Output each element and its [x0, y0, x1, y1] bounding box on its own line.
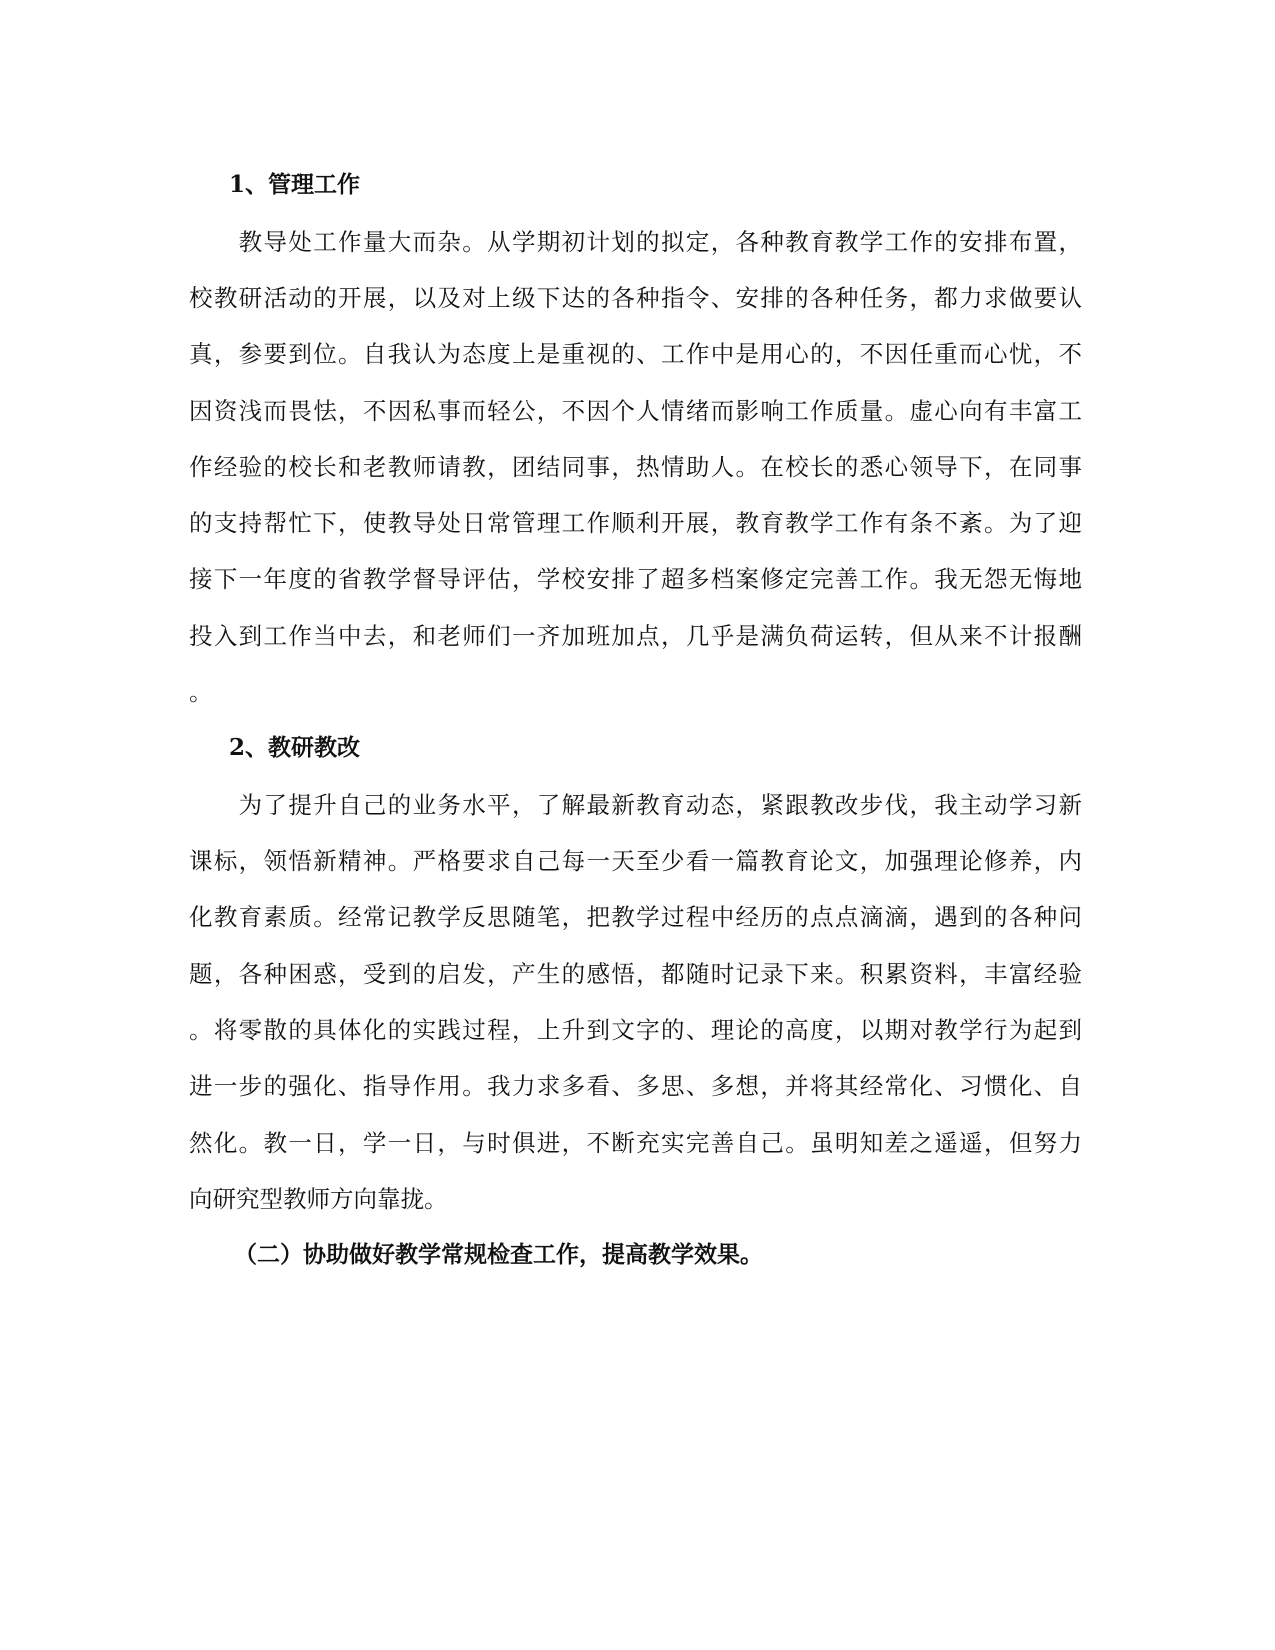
paragraph-line: 化教育素质。经常记教学反思随笔，把教学过程中经历的点点滴滴，遇到的各种问: [189, 903, 1082, 931]
paragraph-line: 作经验的校长和老教师请教，团结同事，热情助人。在校长的悉心领导下，在同事: [189, 453, 1082, 481]
paragraph-line: 。: [189, 678, 213, 706]
paragraph-line: 题，各种困惑，受到的启发，产生的感悟，都随时记录下来。积累资料，丰富经验: [189, 960, 1082, 988]
paragraph-line: 为了提升自己的业务水平，了解最新教育动态，紧跟教改步伐，我主动学习新: [189, 791, 1082, 819]
paragraph-line: 校教研活动的开展，以及对上级下达的各种指令、安排的各种任务，都力求做要认: [189, 284, 1082, 312]
paragraph-line: 课标，领悟新精神。严格要求自己每一天至少看一篇教育论文，加强理论修养，内: [189, 847, 1082, 875]
section-heading-inspection: （二）协助做好教学常规检查工作，提高教学效果。: [234, 1241, 763, 1268]
paragraph-line: 投入到工作当中去，和老师们一齐加班加点，几乎是满负荷运转，但从来不计报酬: [189, 622, 1082, 650]
paragraph-line: 向研究型教师方向靠拢。: [189, 1185, 448, 1213]
section-heading-management: 1、管理工作: [229, 171, 361, 198]
paragraph-line: 。将零散的具体化的实践过程，上升到文字的、理论的高度，以期对教学行为起到: [189, 1016, 1082, 1044]
paragraph-line: 进一步的强化、指导作用。我力求多看、多思、多想，并将其经常化、习惯化、自: [189, 1072, 1082, 1100]
paragraph-line: 因资浅而畏怯，不因私事而轻公，不因个人情绪而影响工作质量。虚心向有丰富工: [189, 397, 1082, 425]
paragraph-line: 的支持帮忙下，使教导处日常管理工作顺利开展，教育教学工作有条不紊。为了迎: [189, 509, 1082, 537]
paragraph-line: 教导处工作量大而杂。从学期初计划的拟定，各种教育教学工作的安排布置，: [189, 228, 1082, 256]
section-heading-research: 2、教研教改: [229, 734, 361, 761]
paragraph-line: 真，参要到位。自我认为态度上是重视的、工作中是用心的，不因任重而心忧，不: [189, 340, 1082, 368]
paragraph-line: 然化。教一日，学一日，与时俱进，不断充实完善自己。虽明知差之遥遥，但努力: [189, 1129, 1082, 1157]
paragraph-line: 接下一年度的省教学督导评估，学校安排了超多档案修定完善工作。我无怨无悔地: [189, 565, 1082, 593]
